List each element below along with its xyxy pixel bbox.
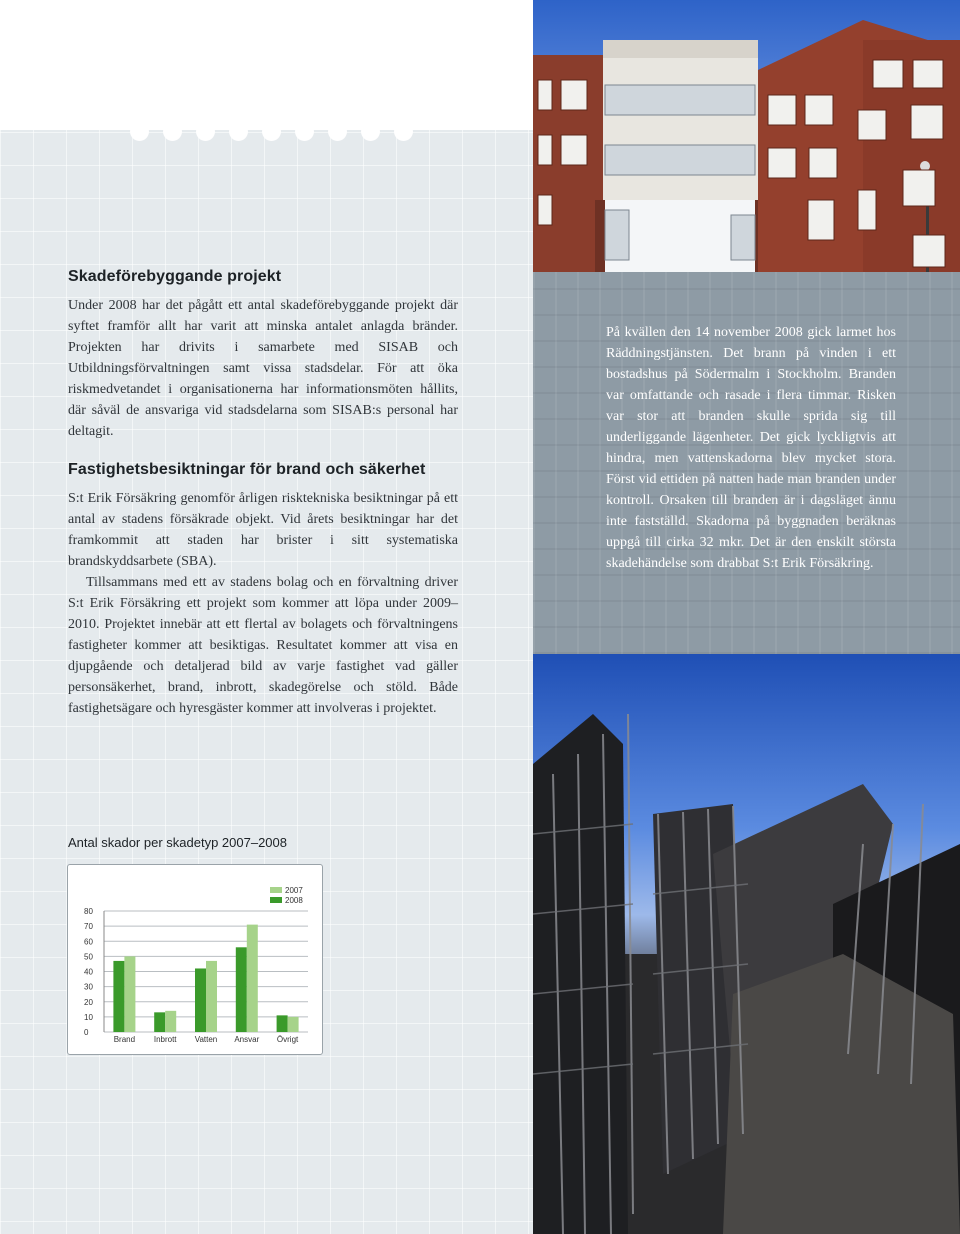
fire-incident-quote: På kvällen den 14 november 2008 gick larmet hos Räddningstjänsten. Det brann på vinden i ett bostadshus på Södermalm i Stockholm. Branden var omfattande och rasade i flera timmar. Risken var stor att branden skulle sprida sig till underliggande lägenheter. Det gick lyckligtvis att hindra, men vattenskadorna blev mycket stora. Först vid ettiden på natten hade man branden under kontroll. Orsaken till branden är i dagsläget ännu inte fastställd. Skadorna på byggnaden beräknas uppgå till cirka 32 mkr. Det är den enskilt största skadehändelse som drabbat S:t Erik Försäkring. <box>606 325 896 571</box>
bar-vatten-2008 <box>195 968 206 1032</box>
section-body-prevention: Under 2008 har det pågått ett antal skadeförebyggande projekt där syftet framför allt har varit att minska antalet anlagda bränder. Projekten har drivits i samarbete med SISAB och Utbildningsförvaltningen samt vissa stadsdelar. För att öka riskmedvetandet i organisationerna har informationsmöten hållits, där såväl de ansvariga vid stadsdelarna som SISAB:s personal har deltagit. <box>68 298 458 439</box>
section-body-inspections-1: S:t Erik Försäkring genomför årligen risktekniska besiktningar på ett antal av stadens försäkrade objekt. Vid årets besiktningar har det framkommit att staden har brister i sitt systematiska brandskyddsarbete (SBA). <box>68 491 458 569</box>
x-tick-label: Vatten <box>194 1035 218 1044</box>
section-heading-inspections: Fastighetsbesiktningar för brand och säkerhet <box>68 461 426 478</box>
x-tick-label: Övrigt <box>276 1035 299 1044</box>
dot <box>262 122 281 141</box>
y-tick-label: 20 <box>84 997 93 1007</box>
legend-swatch-2007 <box>270 887 282 893</box>
dot <box>196 122 215 141</box>
building-photo <box>533 0 960 272</box>
bar-chart <box>67 864 323 1055</box>
dot <box>394 122 413 141</box>
legend-label-2008: 2008 <box>285 896 303 905</box>
x-tick-label: Ansvar <box>234 1035 260 1044</box>
quote-panel <box>533 272 960 654</box>
dot <box>328 122 347 141</box>
bar-inbrott-2008 <box>154 1012 165 1032</box>
bar-vatten-2007 <box>206 961 217 1032</box>
section-body-inspections-2: Tillsammans med ett av stadens bolag och en förvaltning driver S:t Erik Försäkring ett projekt som kommer att löpa under 2009–2010. Projektet innebär att ett flertal av bolagets och förvaltningens fastigheter kommer att besiktigas. Resultatet kommer att visa en djupgående och detaljerad bild av varje fastighet vad gäller personsäkerhet, brand, inbrott, skadegörelse och stöld. Både fastighetsägare och hyresgäster kommer att involveras i projektet. <box>68 575 458 716</box>
bar-inbrott-2007 <box>165 1011 176 1032</box>
section-heading-prevention: Skadeförebyggande projekt <box>68 268 282 285</box>
y-tick-label: 50 <box>84 952 93 962</box>
dot <box>229 122 248 141</box>
bar-ansvar-2007 <box>247 925 258 1032</box>
bar-övrigt-2008 <box>277 1015 288 1032</box>
bar-brand-2008 <box>113 961 124 1032</box>
y-tick-label: 40 <box>84 967 93 977</box>
x-tick-label: Inbrott <box>153 1035 177 1044</box>
fire-damage-photo <box>533 654 960 1234</box>
top-white-band <box>0 0 533 130</box>
bar-brand-2007 <box>124 956 135 1032</box>
dot <box>130 122 149 141</box>
bar-chart-svg <box>68 865 322 1054</box>
building-photo-drawing <box>533 0 960 272</box>
bar-ansvar-2008 <box>236 947 247 1032</box>
x-tick-label: Brand <box>113 1035 136 1044</box>
decorative-dots <box>128 122 418 142</box>
y-tick-label: 80 <box>84 907 93 916</box>
dot <box>361 122 380 141</box>
y-tick-label: 10 <box>84 1012 93 1022</box>
y-tick-label: 70 <box>84 922 93 932</box>
dot <box>295 122 314 141</box>
legend-swatch-2008 <box>270 897 282 903</box>
y-tick-label: 0 <box>84 1028 89 1037</box>
bar-övrigt-2007 <box>288 1017 299 1032</box>
legend-label-2007: 2007 <box>285 886 303 895</box>
text-column <box>68 268 458 719</box>
y-tick-label: 60 <box>84 937 93 947</box>
y-tick-label: 30 <box>84 982 93 992</box>
chart-title: Antal skador per skadetyp 2007–2008 <box>68 835 287 850</box>
dot <box>163 122 182 141</box>
fire-damage-photo-drawing <box>533 654 960 1234</box>
